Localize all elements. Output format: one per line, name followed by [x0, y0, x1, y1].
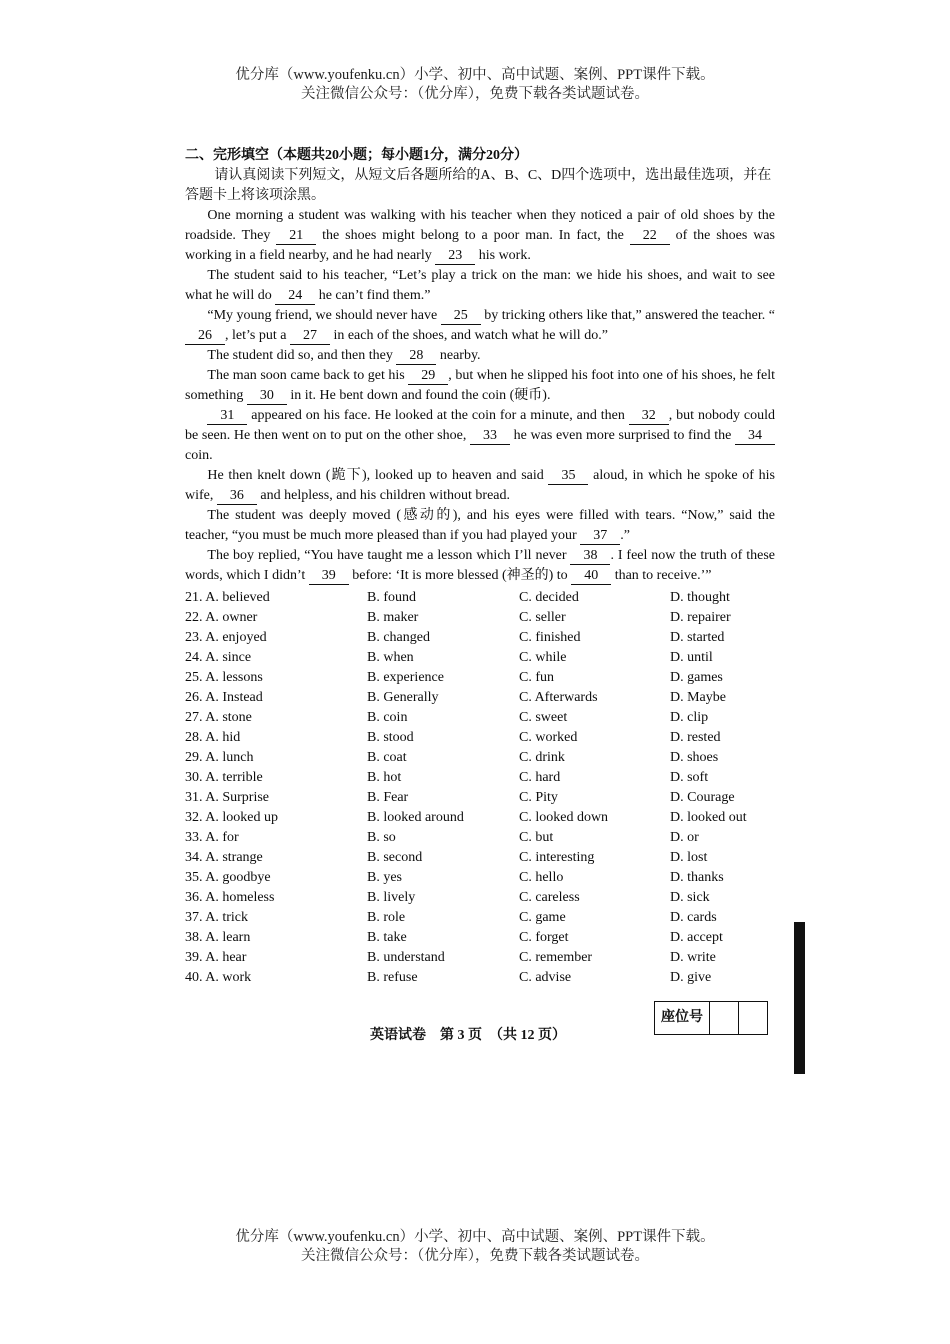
- banner-line-2: 关注微信公众号：（优分库），免费下载各类试题试卷。: [301, 86, 649, 102]
- option-choice: B. yes: [367, 870, 402, 885]
- blank-number: 40: [571, 568, 611, 585]
- option-choice: D. sick: [670, 890, 710, 905]
- passage-text: The student said to his teacher, “Let’s play a trick on the man: we hide his shoes, and wait to see what he will do: [185, 268, 775, 303]
- cloze-passage: [185, 206, 775, 586]
- passage-text: nearby.: [436, 348, 481, 363]
- option-choice: 38. A. learn: [185, 930, 251, 945]
- option-choice: 28. A. hid: [185, 730, 241, 745]
- option-row: [185, 708, 775, 728]
- option-choice: C. drink: [519, 750, 565, 765]
- passage-paragraph: [185, 346, 775, 366]
- passage-text: in it. He bent down and found the coin (硬币).: [286, 388, 551, 403]
- scan-edge-mark: [794, 922, 805, 1074]
- option-choice: B. looked around: [367, 810, 464, 825]
- option-row: [185, 808, 775, 828]
- option-row: [185, 888, 775, 908]
- option-choice: C. fun: [519, 670, 554, 685]
- option-choice: D. shoes: [670, 750, 719, 765]
- blank-number: 31: [207, 408, 247, 425]
- option-choice: C. advise: [519, 970, 572, 985]
- option-choice: 31. A. Surprise: [185, 790, 269, 805]
- blank-number: 29: [408, 368, 448, 385]
- blank-number: 33: [470, 428, 510, 445]
- option-choice: D. until: [670, 650, 713, 665]
- option-choice: C. decided: [519, 590, 579, 605]
- passage-paragraph: [185, 406, 775, 466]
- option-choice: B. lively: [367, 890, 416, 905]
- blank-number: 26: [185, 328, 225, 345]
- page-footer: 英语试卷 第 3 页 （共 12 页）: [370, 1028, 566, 1043]
- blank-number: 23: [435, 248, 475, 265]
- option-row: [185, 728, 775, 748]
- option-choice: C. hard: [519, 770, 561, 785]
- passage-text: .”: [620, 528, 630, 543]
- passage-paragraph: [185, 466, 775, 506]
- seat-number-box: [654, 1001, 768, 1035]
- option-choice: C. worked: [519, 730, 578, 745]
- section-title: 二、完形填空（本题共20小题；每小题1分，满分20分）: [185, 148, 528, 163]
- passage-paragraph: [185, 306, 775, 346]
- option-choice: 34. A. strange: [185, 850, 263, 865]
- passage-paragraph: [185, 366, 775, 406]
- passage-text: The boy replied, “You have taught me a lesson which I’ll never: [207, 548, 571, 563]
- option-choice: D. accept: [670, 930, 723, 945]
- option-choice: B. when: [367, 650, 414, 665]
- option-choice: C. while: [519, 650, 567, 665]
- banner-line-1: 优分库（www.youfenku.cn）小学、初中、高中试题、案例、PPT课件下载。: [235, 67, 715, 83]
- section-instruction: 请认真阅读下列短文，从短文后各题所给的A、B、C、D四个选项中，选出最佳选项，并在答题卡上将该项涂黑。: [185, 168, 772, 203]
- option-choice: 32. A. looked up: [185, 810, 278, 825]
- option-row: [185, 688, 775, 708]
- passage-text: appeared on his face. He looked at the coin for a minute, and then: [247, 408, 629, 423]
- answer-options: [185, 588, 775, 988]
- option-choice: C. hello: [519, 870, 564, 885]
- bottom-banner: [0, 1228, 950, 1266]
- option-choice: B. understand: [367, 950, 445, 965]
- passage-text: “My young friend, we should never have: [207, 308, 441, 323]
- passage-text: One morning a student was walking with his teacher when they noticed a pair of old shoes by the roadside. They: [185, 208, 775, 243]
- option-choice: C. finished: [519, 630, 581, 645]
- option-choice: D. thanks: [670, 870, 724, 885]
- option-choice: 37. A. trick: [185, 910, 248, 925]
- option-choice: 35. A. goodbye: [185, 870, 271, 885]
- option-choice: B. coat: [367, 750, 407, 765]
- option-choice: D. Courage: [670, 790, 735, 805]
- passage-text: and helpless, and his children without bread.: [256, 488, 510, 503]
- blank-number: 24: [275, 288, 315, 305]
- option-choice: C. Afterwards: [519, 690, 598, 705]
- passage-text: He then knelt down (跪下), looked up to heaven and said: [207, 468, 549, 483]
- blank-number: 39: [309, 568, 349, 585]
- passage-text: before: ‘It is more blessed (神圣的) to: [348, 568, 572, 583]
- passage-paragraph: [185, 266, 775, 306]
- passage-paragraph: [185, 546, 775, 586]
- option-choice: D. give: [670, 970, 712, 985]
- option-choice: D. Maybe: [670, 690, 726, 705]
- option-choice: B. role: [367, 910, 406, 925]
- option-choice: 25. A. lessons: [185, 670, 263, 685]
- passage-text: The student was deeply moved (感动的), and his eyes were filled with tears. “Now,” said the teacher, “you must be much more pleased than if you had played your: [185, 508, 775, 543]
- option-choice: 30. A. terrible: [185, 770, 263, 785]
- option-choice: D. games: [670, 670, 723, 685]
- option-row: [185, 968, 775, 988]
- option-row: [185, 748, 775, 768]
- passage-text: , but when he slipped his foot into one of his shoes, he felt something: [185, 368, 776, 403]
- passage-text: he can’t find them.”: [315, 288, 431, 303]
- option-choice: D. soft: [670, 770, 709, 785]
- blank-number: 28: [396, 348, 436, 365]
- blank-number: 38: [570, 548, 610, 565]
- option-choice: 21. A. believed: [185, 590, 270, 605]
- option-choice: D. repairer: [670, 610, 731, 625]
- blank-number: 35: [548, 468, 588, 485]
- option-choice: 26. A. Instead: [185, 690, 263, 705]
- option-row: [185, 608, 775, 628]
- option-choice: 33. A. for: [185, 830, 239, 845]
- option-choice: D. thought: [670, 590, 730, 605]
- option-choice: C. seller: [519, 610, 566, 625]
- option-row: [185, 828, 775, 848]
- passage-text: The man soon came back to get his: [207, 368, 409, 383]
- banner-line-2: 关注微信公众号：（优分库），免费下载各类试题试卷。: [301, 1248, 649, 1264]
- option-choice: 24. A. since: [185, 650, 252, 665]
- option-row: [185, 908, 775, 928]
- option-choice: D. clip: [670, 710, 709, 725]
- option-row: [185, 948, 775, 968]
- option-choice: D. or: [670, 830, 699, 845]
- option-row: [185, 848, 775, 868]
- passage-text: in each of the shoes, and watch what he will do.”: [329, 328, 608, 343]
- option-choice: D. started: [670, 630, 725, 645]
- blank-number: 30: [247, 388, 287, 405]
- option-choice: C. forget: [519, 930, 569, 945]
- passage-paragraph: [185, 506, 775, 546]
- option-row: [185, 788, 775, 808]
- option-choice: C. remember: [519, 950, 593, 965]
- option-choice: 29. A. lunch: [185, 750, 254, 765]
- option-row: [185, 588, 775, 608]
- blank-number: 25: [441, 308, 481, 325]
- passage-text: than to receive.’”: [611, 568, 712, 583]
- blank-number: 27: [290, 328, 330, 345]
- option-choice: D. write: [670, 950, 716, 965]
- option-choice: 22. A. owner: [185, 610, 258, 625]
- seat-number-cell: [710, 1002, 739, 1034]
- option-choice: C. interesting: [519, 850, 595, 865]
- blank-number: 22: [630, 228, 670, 245]
- blank-number: 34: [735, 428, 775, 445]
- option-row: [185, 668, 775, 688]
- passage-text: , but nobody could be seen. He then went on to put on the other shoe,: [185, 408, 776, 443]
- option-choice: D. looked out: [670, 810, 747, 825]
- option-choice: C. careless: [519, 890, 580, 905]
- option-choice: B. stood: [367, 730, 414, 745]
- option-choice: B. maker: [367, 610, 419, 625]
- option-row: [185, 868, 775, 888]
- option-choice: 36. A. homeless: [185, 890, 275, 905]
- passage-text: aloud, in which he spoke of his wife,: [185, 468, 775, 503]
- option-choice: D. lost: [670, 850, 708, 865]
- banner-line-1: 优分库（www.youfenku.cn）小学、初中、高中试题、案例、PPT课件下载。: [235, 1229, 715, 1245]
- option-choice: B. found: [367, 590, 416, 605]
- option-choice: 40. A. work: [185, 970, 252, 985]
- option-choice: C. Pity: [519, 790, 558, 805]
- option-choice: B. coin: [367, 710, 408, 725]
- option-choice: B. so: [367, 830, 396, 845]
- passage-paragraph: [185, 206, 775, 266]
- passage-text: his work.: [475, 248, 531, 263]
- option-choice: D. rested: [670, 730, 721, 745]
- passage-text: of the shoes was working in a field nearby, and he had nearly: [185, 228, 775, 263]
- scanned-exam-page: [185, 146, 775, 988]
- option-row: [185, 648, 775, 668]
- passage-text: the shoes might belong to a poor man. In fact, the: [316, 228, 630, 243]
- option-row: [185, 768, 775, 788]
- option-choice: B. Generally: [367, 690, 439, 705]
- option-choice: B. Fear: [367, 790, 409, 805]
- blank-number: 21: [276, 228, 316, 245]
- seat-number-label: 座位号: [655, 1002, 710, 1034]
- blank-number: 36: [217, 488, 257, 505]
- blank-number: 37: [580, 528, 620, 545]
- option-choice: B. experience: [367, 670, 444, 685]
- passage-text: , let’s put a: [225, 328, 290, 343]
- passage-text: coin.: [185, 448, 213, 463]
- option-choice: B. second: [367, 850, 423, 865]
- option-choice: C. looked down: [519, 810, 609, 825]
- option-choice: 23. A. enjoyed: [185, 630, 267, 645]
- option-choice: B. refuse: [367, 970, 418, 985]
- option-row: [185, 628, 775, 648]
- passage-text: by tricking others like that,” answered the teacher. “: [480, 308, 775, 323]
- top-banner: [0, 66, 950, 104]
- option-choice: D. cards: [670, 910, 717, 925]
- option-choice: C. sweet: [519, 710, 568, 725]
- passage-text: The student did so, and then they: [207, 348, 397, 363]
- passage-text: he was even more surprised to find the: [509, 428, 735, 443]
- option-choice: C. game: [519, 910, 566, 925]
- option-row: [185, 928, 775, 948]
- option-choice: B. take: [367, 930, 407, 945]
- option-choice: 39. A. hear: [185, 950, 247, 965]
- passage-text: . I feel now the truth of these words, which I didn’t: [185, 548, 776, 583]
- option-choice: B. hot: [367, 770, 402, 785]
- seat-number-cell: [739, 1002, 767, 1034]
- option-choice: B. changed: [367, 630, 430, 645]
- option-choice: C. but: [519, 830, 554, 845]
- blank-number: 32: [629, 408, 669, 425]
- option-choice: 27. A. stone: [185, 710, 252, 725]
